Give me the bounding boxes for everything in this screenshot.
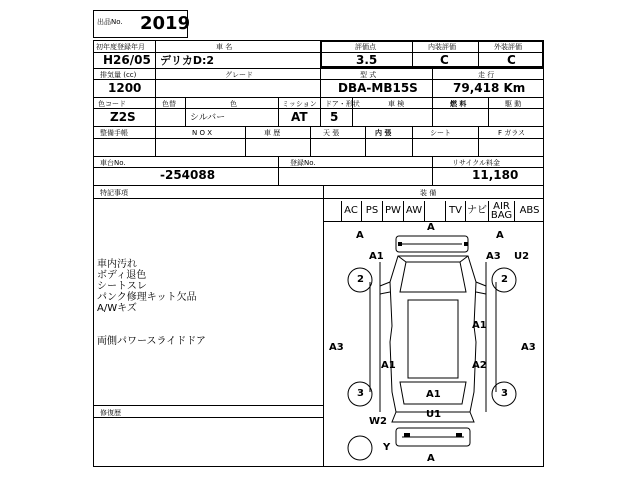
col-rule [155, 97, 156, 126]
damage-mark: Y [383, 442, 391, 453]
car-name-value: デリカD:2 [160, 54, 215, 67]
note-line: ボディ退色 [97, 270, 147, 281]
model-label: 型 式 [360, 71, 377, 79]
col-rule [278, 156, 279, 185]
note-line: 車内汚れ [97, 259, 137, 270]
equipment-aw: AW [404, 201, 425, 221]
interior-value: C [440, 53, 449, 67]
roof-outline [408, 300, 458, 378]
history-label: 車 歴 [264, 129, 281, 137]
fuel-label: 燃 料 [450, 100, 467, 108]
row-rule [93, 156, 544, 157]
rating-label: 評価点 [355, 43, 376, 51]
damage-mark: A [427, 222, 435, 233]
col-rule [155, 126, 156, 156]
transmission-label: ミッション [282, 100, 317, 108]
equipment-ps: PS [362, 201, 383, 221]
displacement-value: 1200 [108, 81, 142, 95]
equipment-label: 装 備 [420, 189, 437, 197]
color-code-label: 色コード [98, 100, 126, 108]
sunroof-label: 天 張 [323, 129, 340, 137]
doors-value: 5 [330, 110, 339, 124]
col-rule [432, 97, 433, 126]
row-rule [93, 79, 544, 80]
col-rule [320, 97, 321, 126]
inspection-label: 車 検 [388, 100, 405, 108]
row-rule [93, 198, 544, 199]
damage-mark: A2 [472, 360, 487, 371]
row-rule [93, 108, 544, 109]
windshield-outline [400, 262, 466, 292]
car-name-label: 車 名 [216, 43, 233, 51]
row-rule [93, 126, 544, 127]
grade-label: グレード [225, 71, 253, 79]
interior-label: 内装評価 [428, 43, 456, 51]
repair-label: 修復歴 [100, 409, 121, 417]
col-rule [155, 68, 156, 97]
damage-mark: 3 [357, 388, 364, 399]
col-rule [155, 40, 156, 68]
damage-mark: A [496, 230, 504, 241]
first-reg-value: H26/05 [103, 53, 151, 67]
rating-value: 3.5 [356, 53, 378, 67]
color-label: 色 [230, 100, 237, 108]
recycle-value: 11,180 [472, 168, 519, 182]
equipment-pw: PW [383, 201, 404, 221]
drive-label: 駆 動 [505, 100, 522, 108]
listing-number-label: 出品No. [97, 18, 123, 26]
col-rule [432, 156, 433, 185]
col-rule [320, 68, 321, 97]
equipment-navi: ナビ [466, 201, 489, 221]
repair-rule [93, 417, 323, 418]
color-type-label: 色替 [162, 100, 176, 108]
doors-label: ドア・形状 [325, 100, 360, 108]
damage-mark: W2 [369, 416, 387, 427]
color-code-value: Z2S [110, 110, 136, 124]
vehicle-damage-diagram [324, 222, 543, 466]
col-rule [488, 97, 489, 126]
first-reg-label: 初年度登録年月 [96, 43, 145, 51]
manual-label: 整備手帳 [100, 129, 128, 137]
row-rule [93, 138, 544, 139]
interior-trim-label: 内 張 [375, 129, 392, 137]
damage-mark: A1 [369, 251, 384, 262]
registration-label: 登録No. [290, 159, 316, 167]
chassis-label: 車台No. [100, 159, 126, 167]
repair-rule [93, 405, 323, 406]
equipment-blank [425, 201, 446, 221]
note-line: パンク修理キット欠品 [97, 292, 197, 303]
equipment-tv: TV [446, 201, 466, 221]
damage-mark: A1 [381, 360, 396, 371]
notes-label: 特記事項 [100, 189, 128, 197]
damage-mark: A3 [521, 342, 536, 353]
damage-mark: 2 [501, 274, 508, 285]
nox-label: N O X [192, 129, 212, 137]
note-line: シートスレ [97, 281, 147, 292]
col-rule [412, 126, 413, 156]
exterior-label: 外装評価 [494, 43, 522, 51]
col-rule [365, 126, 366, 156]
col-rule [478, 126, 479, 156]
equipment-rule [341, 201, 342, 221]
damage-mark: U2 [514, 251, 530, 262]
col-rule [245, 126, 246, 156]
color-value: シルバー [190, 113, 226, 123]
col-rule [185, 97, 186, 126]
mileage-label: 走 行 [478, 71, 495, 79]
glass-label: F ガラス [498, 129, 526, 137]
damage-mark: A3 [486, 251, 501, 262]
damage-mark: 3 [501, 388, 508, 399]
col-rule [310, 126, 311, 156]
damage-mark: A3 [329, 342, 344, 353]
chassis-value: -254088 [160, 168, 216, 182]
col-rule [432, 68, 433, 97]
row-rule [93, 97, 544, 98]
spare-tire-outline [348, 436, 372, 460]
col-rule [278, 97, 279, 126]
recycle-label: リサイクル料金 [452, 159, 501, 167]
damage-mark: U1 [426, 409, 442, 420]
exterior-value: C [507, 53, 516, 67]
model-value: DBA-MB15S [338, 81, 418, 95]
damage-mark: A1 [426, 389, 441, 400]
row-rule [93, 185, 544, 186]
equipment-abs: ABS [519, 205, 540, 216]
displacement-label: 排気量 (cc) [100, 71, 137, 79]
transmission-value: AT [291, 110, 308, 124]
equipment-ac: AC [341, 201, 362, 221]
row-rule [93, 68, 544, 69]
mileage-value: 79,418 Km [453, 81, 526, 95]
damage-mark: A [356, 230, 364, 241]
equipment-airbag: AIR BAG [489, 201, 515, 221]
damage-mark: 2 [357, 274, 364, 285]
damage-mark: A1 [472, 320, 487, 331]
seat-label: シート [430, 129, 451, 137]
note-line: 両側パワースライドドア [97, 336, 206, 347]
listing-number: 2019 [140, 13, 191, 34]
damage-mark: A [427, 453, 435, 464]
note-line: A/Wキズ [97, 303, 137, 314]
